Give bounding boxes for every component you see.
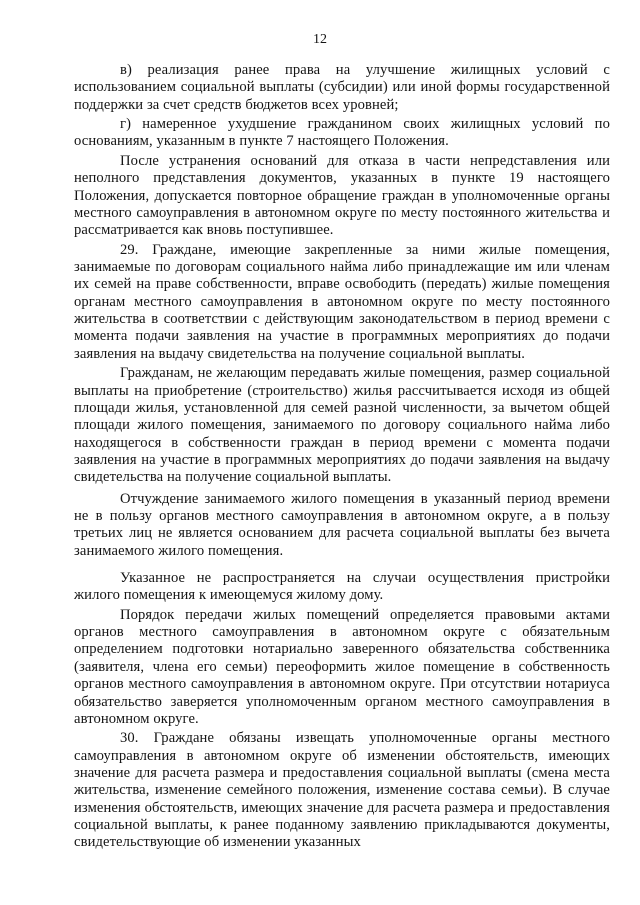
paragraph-alienation: Отчуждение занимаемого жилого помещения в указанный период времени не в пользу органов местного самоуправления в автономном округе, а в пользу третьих лиц не является основанием для расчета социальной выплаты без вычета занимаемого жилого помещения.	[74, 490, 610, 559]
paragraph-item-v: в) реализация ранее права на улучшение жилищных условий с использованием социальной выплаты (субсидии) или иной формы государственной поддержки за счет средств бюджетов всех уровней;	[74, 62, 610, 113]
paragraph-extension-exception: Указанное не распространяется на случаи осуществления пристройки жилого помещения к имеющемуся жилому дому.	[74, 570, 610, 604]
page-number: 12	[313, 32, 327, 47]
document-body	[74, 62, 610, 852]
paragraph-resubmission: После устранения оснований для отказа в части непредставления или неполного представления документов, указанных в пункте 19 настоящего Положения, допускается повторное обращение граждан в уполномоченные органы местного самоуправления в автономном округе по месту постоянного жительства и рассматривается как вновь поступившее.	[74, 152, 610, 239]
paragraph-transfer-procedure: Порядок передачи жилых помещений определяется правовыми актами органов местного самоуправления в автономном округе с обязательным определением подготовки нотариально заверенного обязательства собственника (заявителя, члена его семьи) переоформить жилое помещение в собственность органов местного самоуправления в автономном округе. При отсутствии нотариуса обязательство заверяется уполномоченным органом местного самоуправления в автономном округе.	[74, 606, 610, 727]
paragraph-item-g: г) намеренное ухудшение гражданином своих жилищных условий по основаниям, указанным в пункте 7 настоящего Положения.	[74, 116, 610, 150]
paragraph-payment-size: Гражданам, не желающим передавать жилые помещения, размер социальной выплаты на приобретение (строительство) жилья рассчитывается исходя из общей площади жилья, установленной для семей разной численности, за вычетом общей площади жилого помещения, занимаемого по договору социального найма либо находящегося в собственности граждан в период времени с момента подачи заявления на участие в программных мероприятиях до подачи заявления на выдачу свидетельства на получение социальной выплаты.	[74, 365, 610, 486]
paragraph-clause-29: 29. Граждане, имеющие закрепленные за ними жилые помещения, занимаемые по договорам социального найма либо принадлежащие им или членам их семей на праве собственности, вправе освободить (передать) жилые помещения органам местного самоуправления в автономном округе по месту постоянного жительства в соответствии с действующим законодательством в период времени с момента подачи заявления на участие в программных мероприятиях до подачи заявления на выдачу свидетельства на получение социальной выплаты.	[74, 241, 610, 362]
paragraph-clause-30: 30. Граждане обязаны извещать уполномоченные органы местного самоуправления в автономном округе об изменении обстоятельств, имеющих значение для расчета размера и предоставления социальной выплаты (смена места жительства, изменение семейного положения, изменение состава семьи). В случае изменения обстоятельств, имеющих значение для расчета размера и предоставления социальной выплаты, к ранее поданному заявлению прикладываются документы, свидетельствующие об изменении указанных	[74, 730, 610, 851]
